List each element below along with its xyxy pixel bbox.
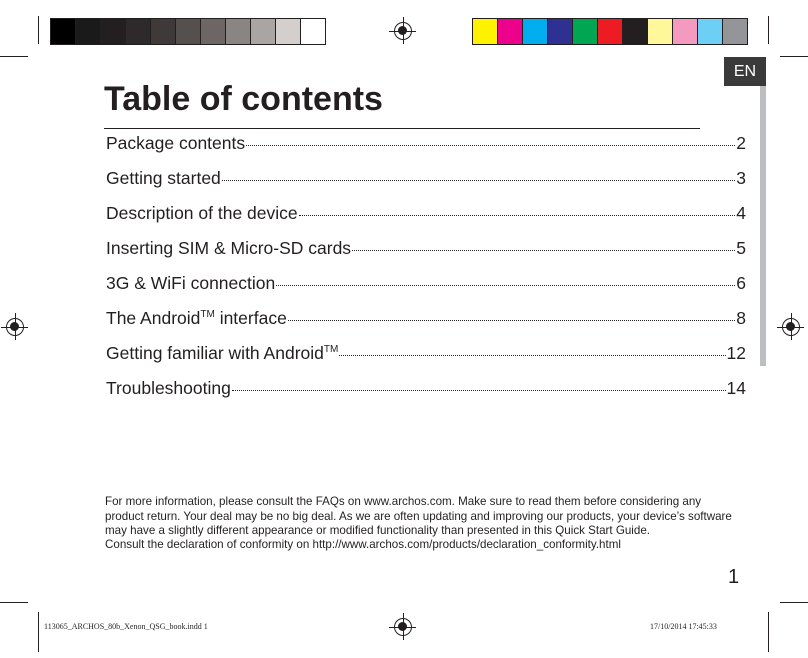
toc-leader-dots [232,390,726,391]
toc-entry[interactable] [106,308,746,343]
registration-mark-icon [6,318,24,336]
toc-leader-dots [352,250,735,251]
toc-page-number: 5 [736,238,746,258]
toc-leader-dots [288,320,735,321]
toc-entry[interactable] [106,273,746,308]
color-swatch [522,18,548,45]
page-number: 1 [728,566,740,588]
toc-entry-label: Description of the device [106,203,298,223]
toc-leader-dots [246,145,735,146]
color-swatch [150,18,176,45]
crop-mark [768,16,769,44]
declaration-note: Consult the declaration of conformity on http://www.archos.com/products/declaration_conformity.html [105,538,621,551]
color-swatch [697,18,723,45]
toc-entry-label: Getting familiar with Android™ [106,343,339,363]
toc-leader-dots [339,355,725,356]
color-swatch [300,18,326,45]
color-swatch [472,18,498,45]
crop-mark [38,16,39,44]
trademark-mark: TM [200,309,215,321]
language-tab: EN [724,57,766,86]
toc-entry-label: The Android™ interface [106,308,287,328]
crop-mark [780,602,808,603]
faq-note: For more information, please consult the FAQs on www.archos.com. Make sure to read them before considering any product return. Your deal may be no big deal. As we are often updating and improving our products, your device’s software may have a slightly different appearance or modified functionality than presented in this Quick Start Guide. [105,495,732,537]
toc-page-number: 14 [726,378,746,398]
toc-entry[interactable] [106,168,746,203]
color-swatch [125,18,151,45]
registration-mark-icon [782,318,800,336]
toc-entry[interactable] [106,343,746,378]
table-of-contents [106,133,746,413]
color-swatch [75,18,101,45]
gray-swatch-bar [50,18,325,45]
color-swatch [275,18,301,45]
crop-mark [0,56,28,57]
color-swatch [225,18,251,45]
color-swatch [622,18,648,45]
crop-mark [768,612,769,652]
color-swatch [50,18,76,45]
color-swatch [722,18,748,45]
toc-entry-label: Package contents [106,133,246,153]
color-swatch [497,18,523,45]
color-swatch [175,18,201,45]
toc-page-number: 2 [736,133,746,153]
toc-leader-dots [276,285,735,286]
color-swatch [672,18,698,45]
toc-page-number: 12 [726,343,746,363]
crop-mark [38,612,39,652]
color-swatch [200,18,226,45]
toc-entry-label: Getting started [106,168,221,188]
title-divider [104,128,700,129]
toc-entry-label: Inserting SIM & Micro-SD cards [106,238,352,258]
registration-mark-icon [394,618,412,636]
toc-entry-label: Troubleshooting [106,378,231,398]
toc-page-number: 6 [736,273,746,293]
page-title: Table of contents [104,80,383,118]
color-swatch [597,18,623,45]
color-swatch [647,18,673,45]
side-thumb-bar [760,86,766,366]
toc-entry[interactable] [106,133,746,168]
toc-entry-label: 3G & WiFi connection [106,273,276,293]
crop-mark [780,56,808,57]
slug-file-info: 113065_ARCHOS_80b_Xenon_QSG_book.indd 1 [44,622,208,631]
registration-mark-icon [394,22,412,40]
toc-entry[interactable] [106,238,746,273]
color-swatch [572,18,598,45]
slug-timestamp: 17/10/2014 17:45:33 [650,622,717,631]
toc-page-number: 8 [736,308,746,328]
toc-entry[interactable] [106,378,746,413]
trademark-mark: TM [323,344,339,356]
toc-entry[interactable] [106,203,746,238]
toc-leader-dots [222,180,735,181]
color-swatch [250,18,276,45]
color-swatch [547,18,573,45]
toc-leader-dots [299,215,736,216]
toc-page-number: 4 [736,203,746,223]
crop-mark [0,602,28,603]
color-swatch-bar [472,18,747,45]
toc-page-number: 3 [736,168,746,188]
color-swatch [100,18,126,45]
